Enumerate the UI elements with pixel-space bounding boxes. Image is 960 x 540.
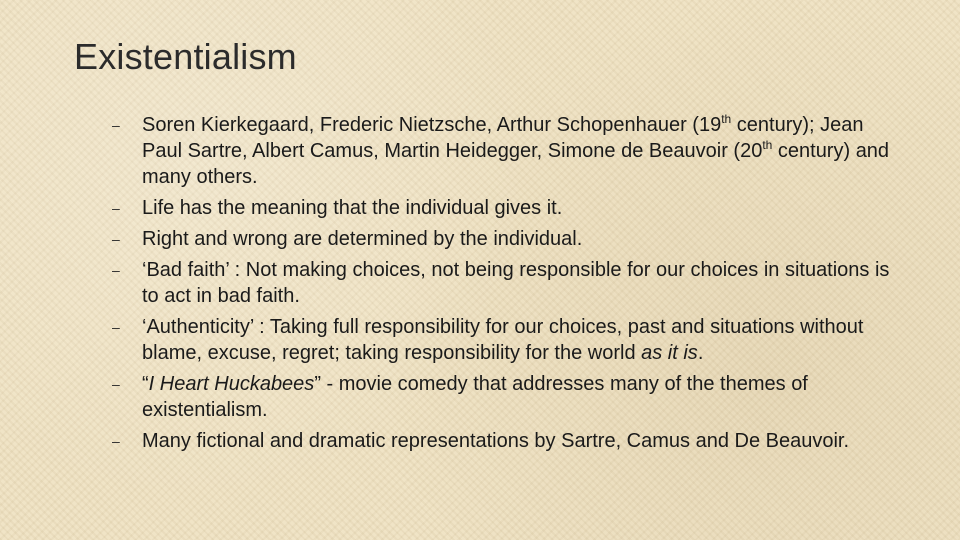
- bullet-text: Many fictional and dramatic representations by Sartre, Camus and De Beauvoir.: [142, 430, 850, 452]
- bullet-dash-icon: –: [112, 376, 120, 392]
- bullet-dash-icon: –: [112, 262, 120, 278]
- bullet-text: Right and wrong are determined by the individual.: [142, 228, 583, 250]
- bullet-dash-icon: –: [112, 433, 120, 449]
- bullet-text: century); Jean Paul Sartre, Albert Camus, Martin Heidegger, Simone de Beauvoir (20: [142, 114, 864, 162]
- bullet-dash-icon: –: [112, 117, 120, 133]
- bullet-text: .: [697, 342, 704, 364]
- bullet-authenticity: [0, 314, 960, 366]
- superscript: th: [762, 138, 773, 152]
- bullet-dash-icon: –: [112, 200, 120, 216]
- bullet-huckabees: [0, 371, 960, 423]
- bullet-bad-faith: [0, 257, 960, 309]
- movie-title: I Heart Huckabees: [148, 373, 315, 395]
- bullet-text: Soren Kierkegaard, Frederic Nietzsche, Arthur Schopenhauer (19: [142, 114, 722, 136]
- bullet-representations: [0, 428, 960, 454]
- slide-title: Existentialism: [74, 36, 297, 77]
- bullet-dash-icon: –: [112, 319, 120, 335]
- bullet-text: ‘Bad faith’ : Not making choices, not being responsible for our choices in situations is to act in bad faith.: [142, 259, 890, 307]
- bullet-text: ‘Authenticity’ : Taking full responsibility for our choices, past and situations without blame, excuse, regret; taking responsibility for the world: [142, 316, 864, 364]
- emphasis-text: as it is: [641, 342, 698, 364]
- bullet-dash-icon: –: [112, 231, 120, 247]
- bullet-text: Life has the meaning that the individual gives it.: [142, 197, 563, 219]
- bullet-philosophers: [0, 112, 960, 190]
- bullet-meaning: [0, 195, 960, 221]
- bullet-text: “: [142, 373, 149, 395]
- superscript: th: [721, 112, 732, 126]
- bullet-text: ” - movie comedy that addresses many of the themes of existentialism.: [142, 373, 808, 421]
- bullet-text: century) and many others.: [142, 140, 890, 188]
- bullet-list: [0, 112, 960, 459]
- bullet-right-wrong: [0, 226, 960, 252]
